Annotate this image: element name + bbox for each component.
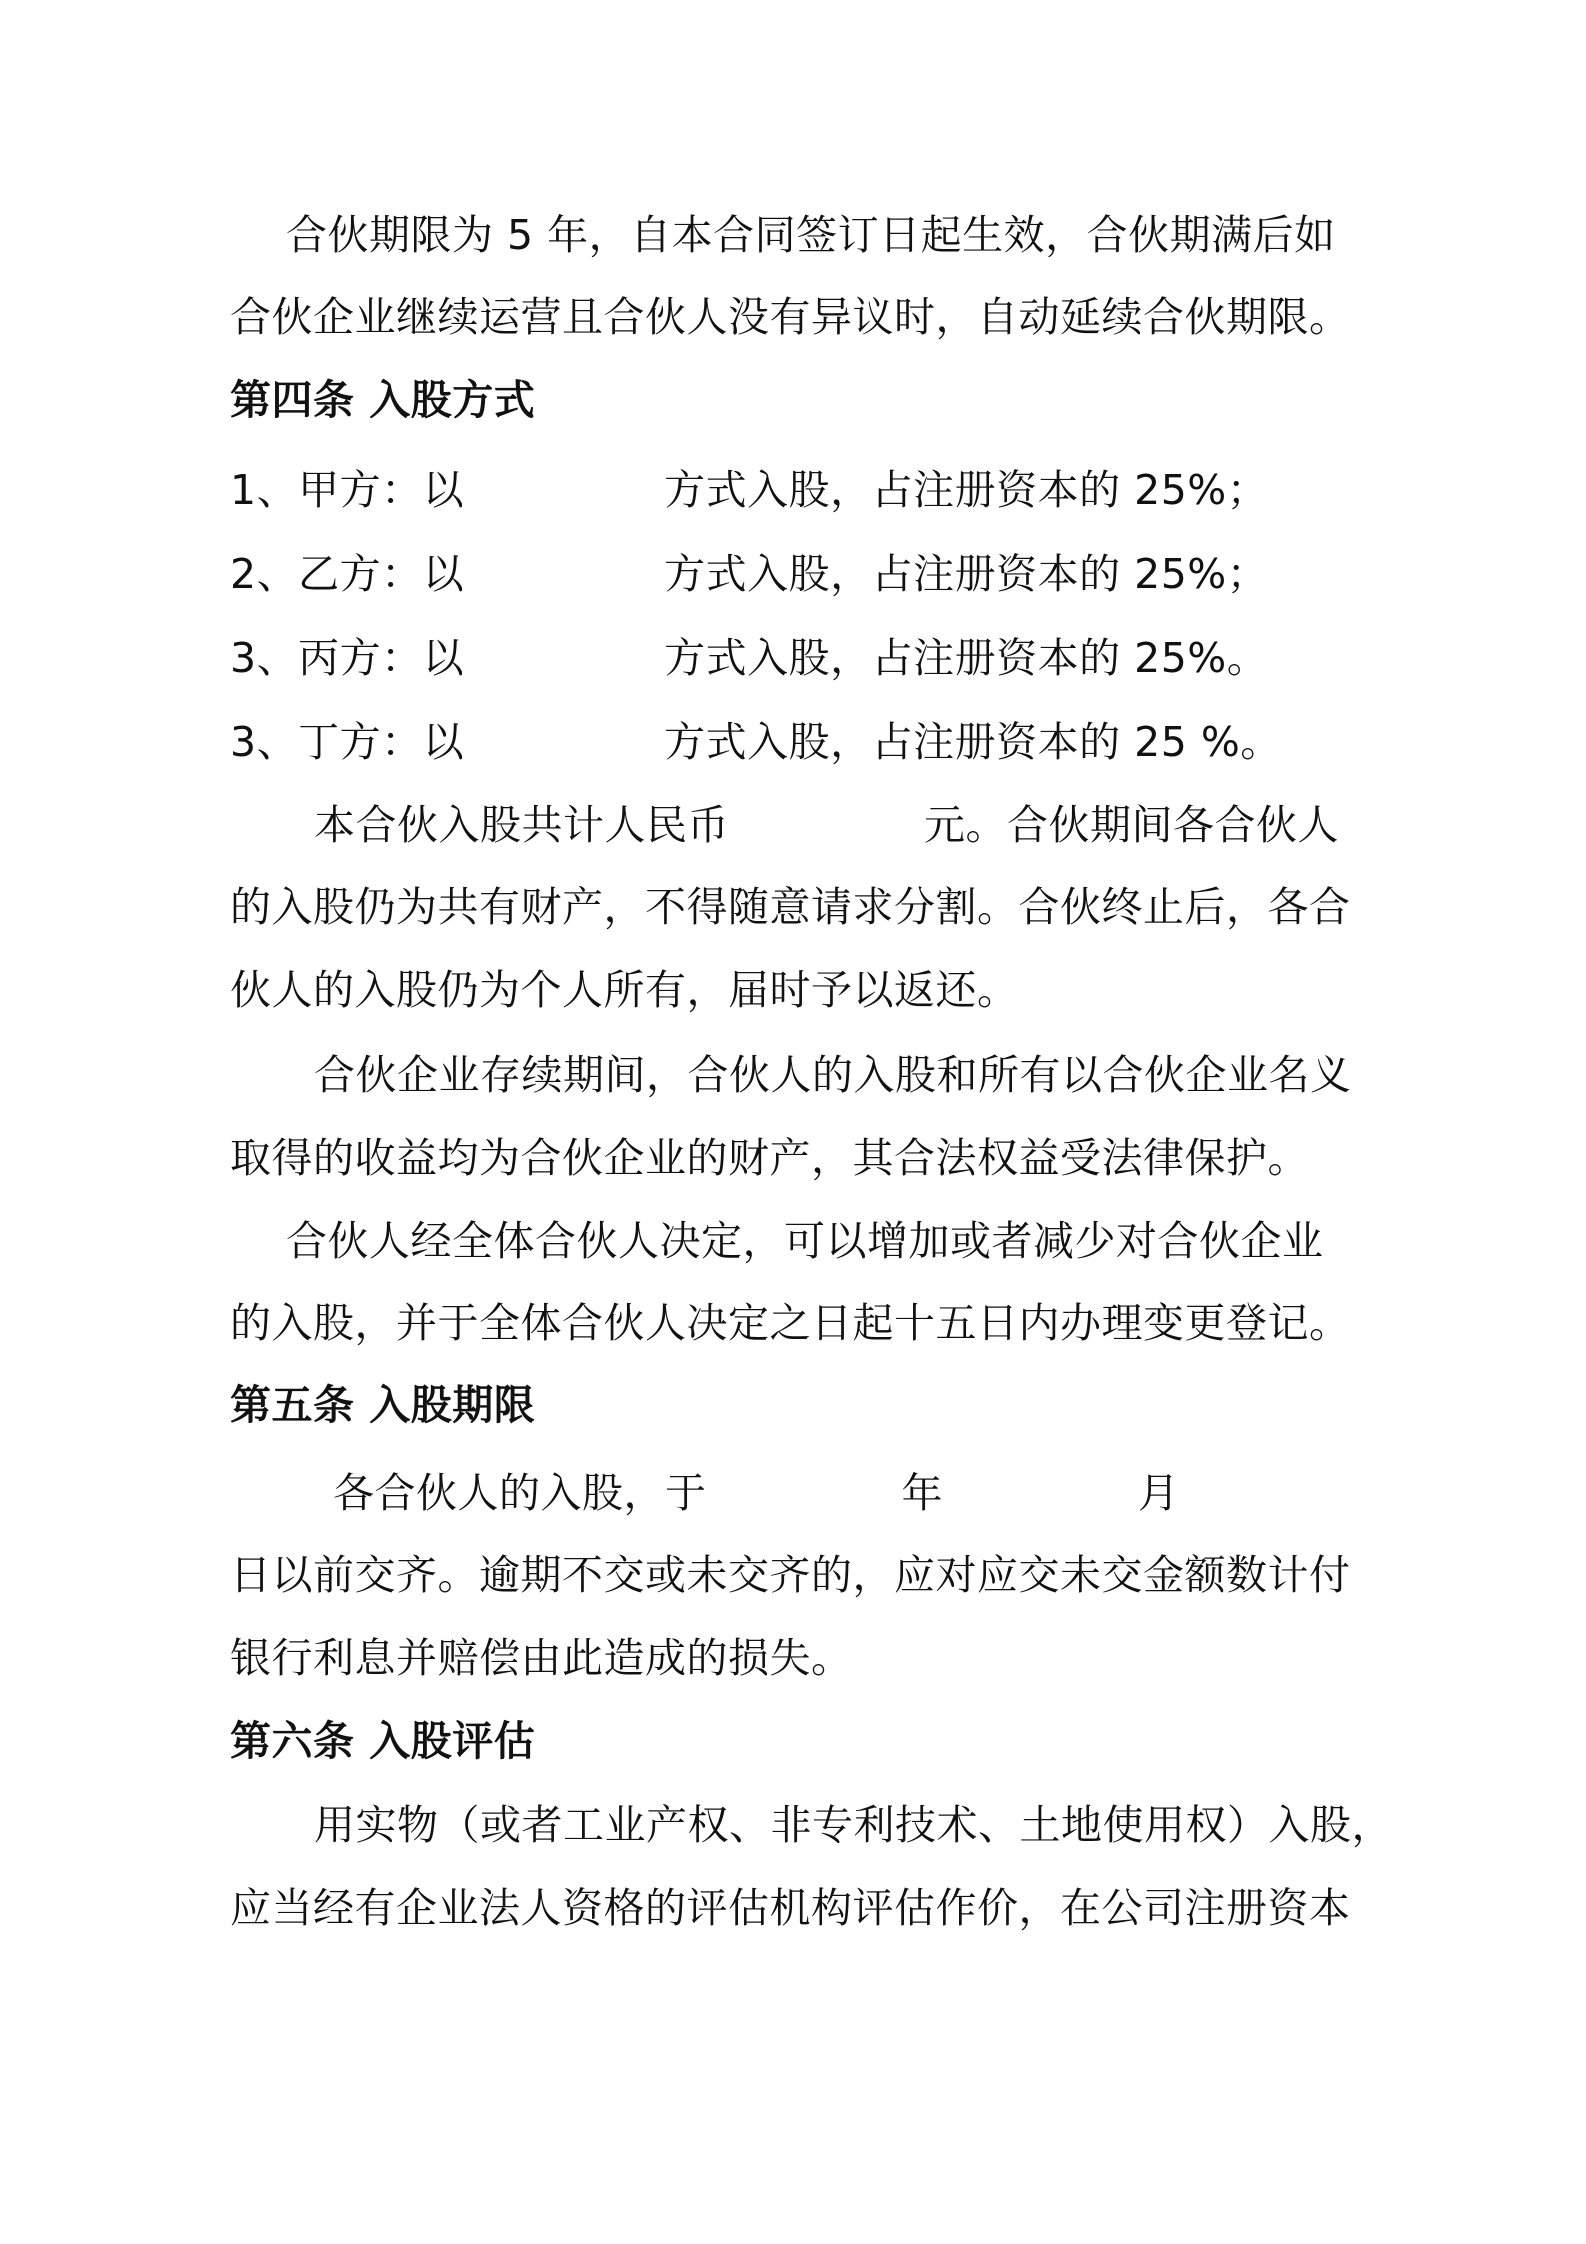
paragraph-deadline-line-1	[333, 1465, 1473, 1521]
paragraph-deadline-line-2: 日以前交齐。逾期不交或未交齐的，应对应交未交金额数计付	[230, 1551, 1351, 1599]
contribution-item-4	[230, 714, 1370, 770]
paragraph-total-line-1	[314, 797, 1454, 853]
paragraph-change-line-2: 的入股，并于全体合伙人决定之日起十五日内办理变更登记。	[230, 1299, 1351, 1347]
article-6-heading: 第六条 入股评估	[230, 1717, 536, 1765]
contribution-item-2-prefix: 2、乙方：以	[230, 550, 465, 598]
contribution-item-4-prefix: 3、丁方：以	[230, 718, 465, 766]
paragraph-deadline-line-3: 银行利息并赔偿由此造成的损失。	[230, 1634, 853, 1682]
total-amount-unit: 元。合伙期间各合伙人	[924, 801, 1339, 849]
contribution-item-4-suffix: 方式入股，占注册资本的 25 %。	[664, 718, 1282, 766]
paragraph-total-line-2: 的入股仍为共有财产，不得随意请求分割。合伙终止后，各合	[230, 883, 1351, 931]
paragraph-term-line-1: 合伙期限为 5 年，自本合同签订日起生效，合伙期满后如	[286, 211, 1336, 259]
paragraph-property-line-2: 取得的收益均为合伙企业的财产，其合法权益受法律保护。	[230, 1134, 1309, 1182]
contribution-item-2-suffix: 方式入股，占注册资本的 25%；	[664, 550, 1269, 598]
contribution-item-3-suffix: 方式入股，占注册资本的 25%。	[664, 634, 1269, 682]
paragraph-property-line-1: 合伙企业存续期间，合伙人的入股和所有以合伙企业名义	[314, 1051, 1352, 1099]
contribution-item-3-prefix: 3、丙方：以	[230, 634, 465, 682]
paragraph-term-line-2: 合伙企业继续运营且合伙人没有异议时，自动延续合伙期限。	[230, 293, 1351, 341]
paragraph-total-line-3: 伙人的入股仍为个人所有，届时予以返还。	[230, 966, 1019, 1014]
paragraph-valuation-line-2: 应当经有企业法人资格的评估机构评估作价，在公司注册资本	[230, 1884, 1351, 1932]
article-4-heading: 第四条 入股方式	[230, 376, 536, 424]
paragraph-change-line-1: 合伙人经全体合伙人决定，可以增加或者减少对合伙企业	[286, 1217, 1324, 1265]
deadline-year-label: 年	[901, 1469, 943, 1517]
contribution-item-2	[230, 546, 1370, 602]
deadline-month-label: 月	[1138, 1469, 1180, 1517]
deadline-label: 各合伙人的入股，于	[333, 1469, 707, 1517]
contribution-item-1-suffix: 方式入股，占注册资本的 25%；	[664, 466, 1269, 514]
article-5-heading: 第五条 入股期限	[230, 1381, 536, 1429]
total-amount-label: 本合伙入股共计人民币	[314, 801, 729, 849]
contribution-item-1-prefix: 1、甲方：以	[230, 466, 465, 514]
contribution-item-3	[230, 630, 1370, 686]
paragraph-valuation-line-1: 用实物（或者工业产权、非专利技术、土地使用权）入股，	[314, 1801, 1393, 1849]
contribution-item-1	[230, 462, 1370, 518]
